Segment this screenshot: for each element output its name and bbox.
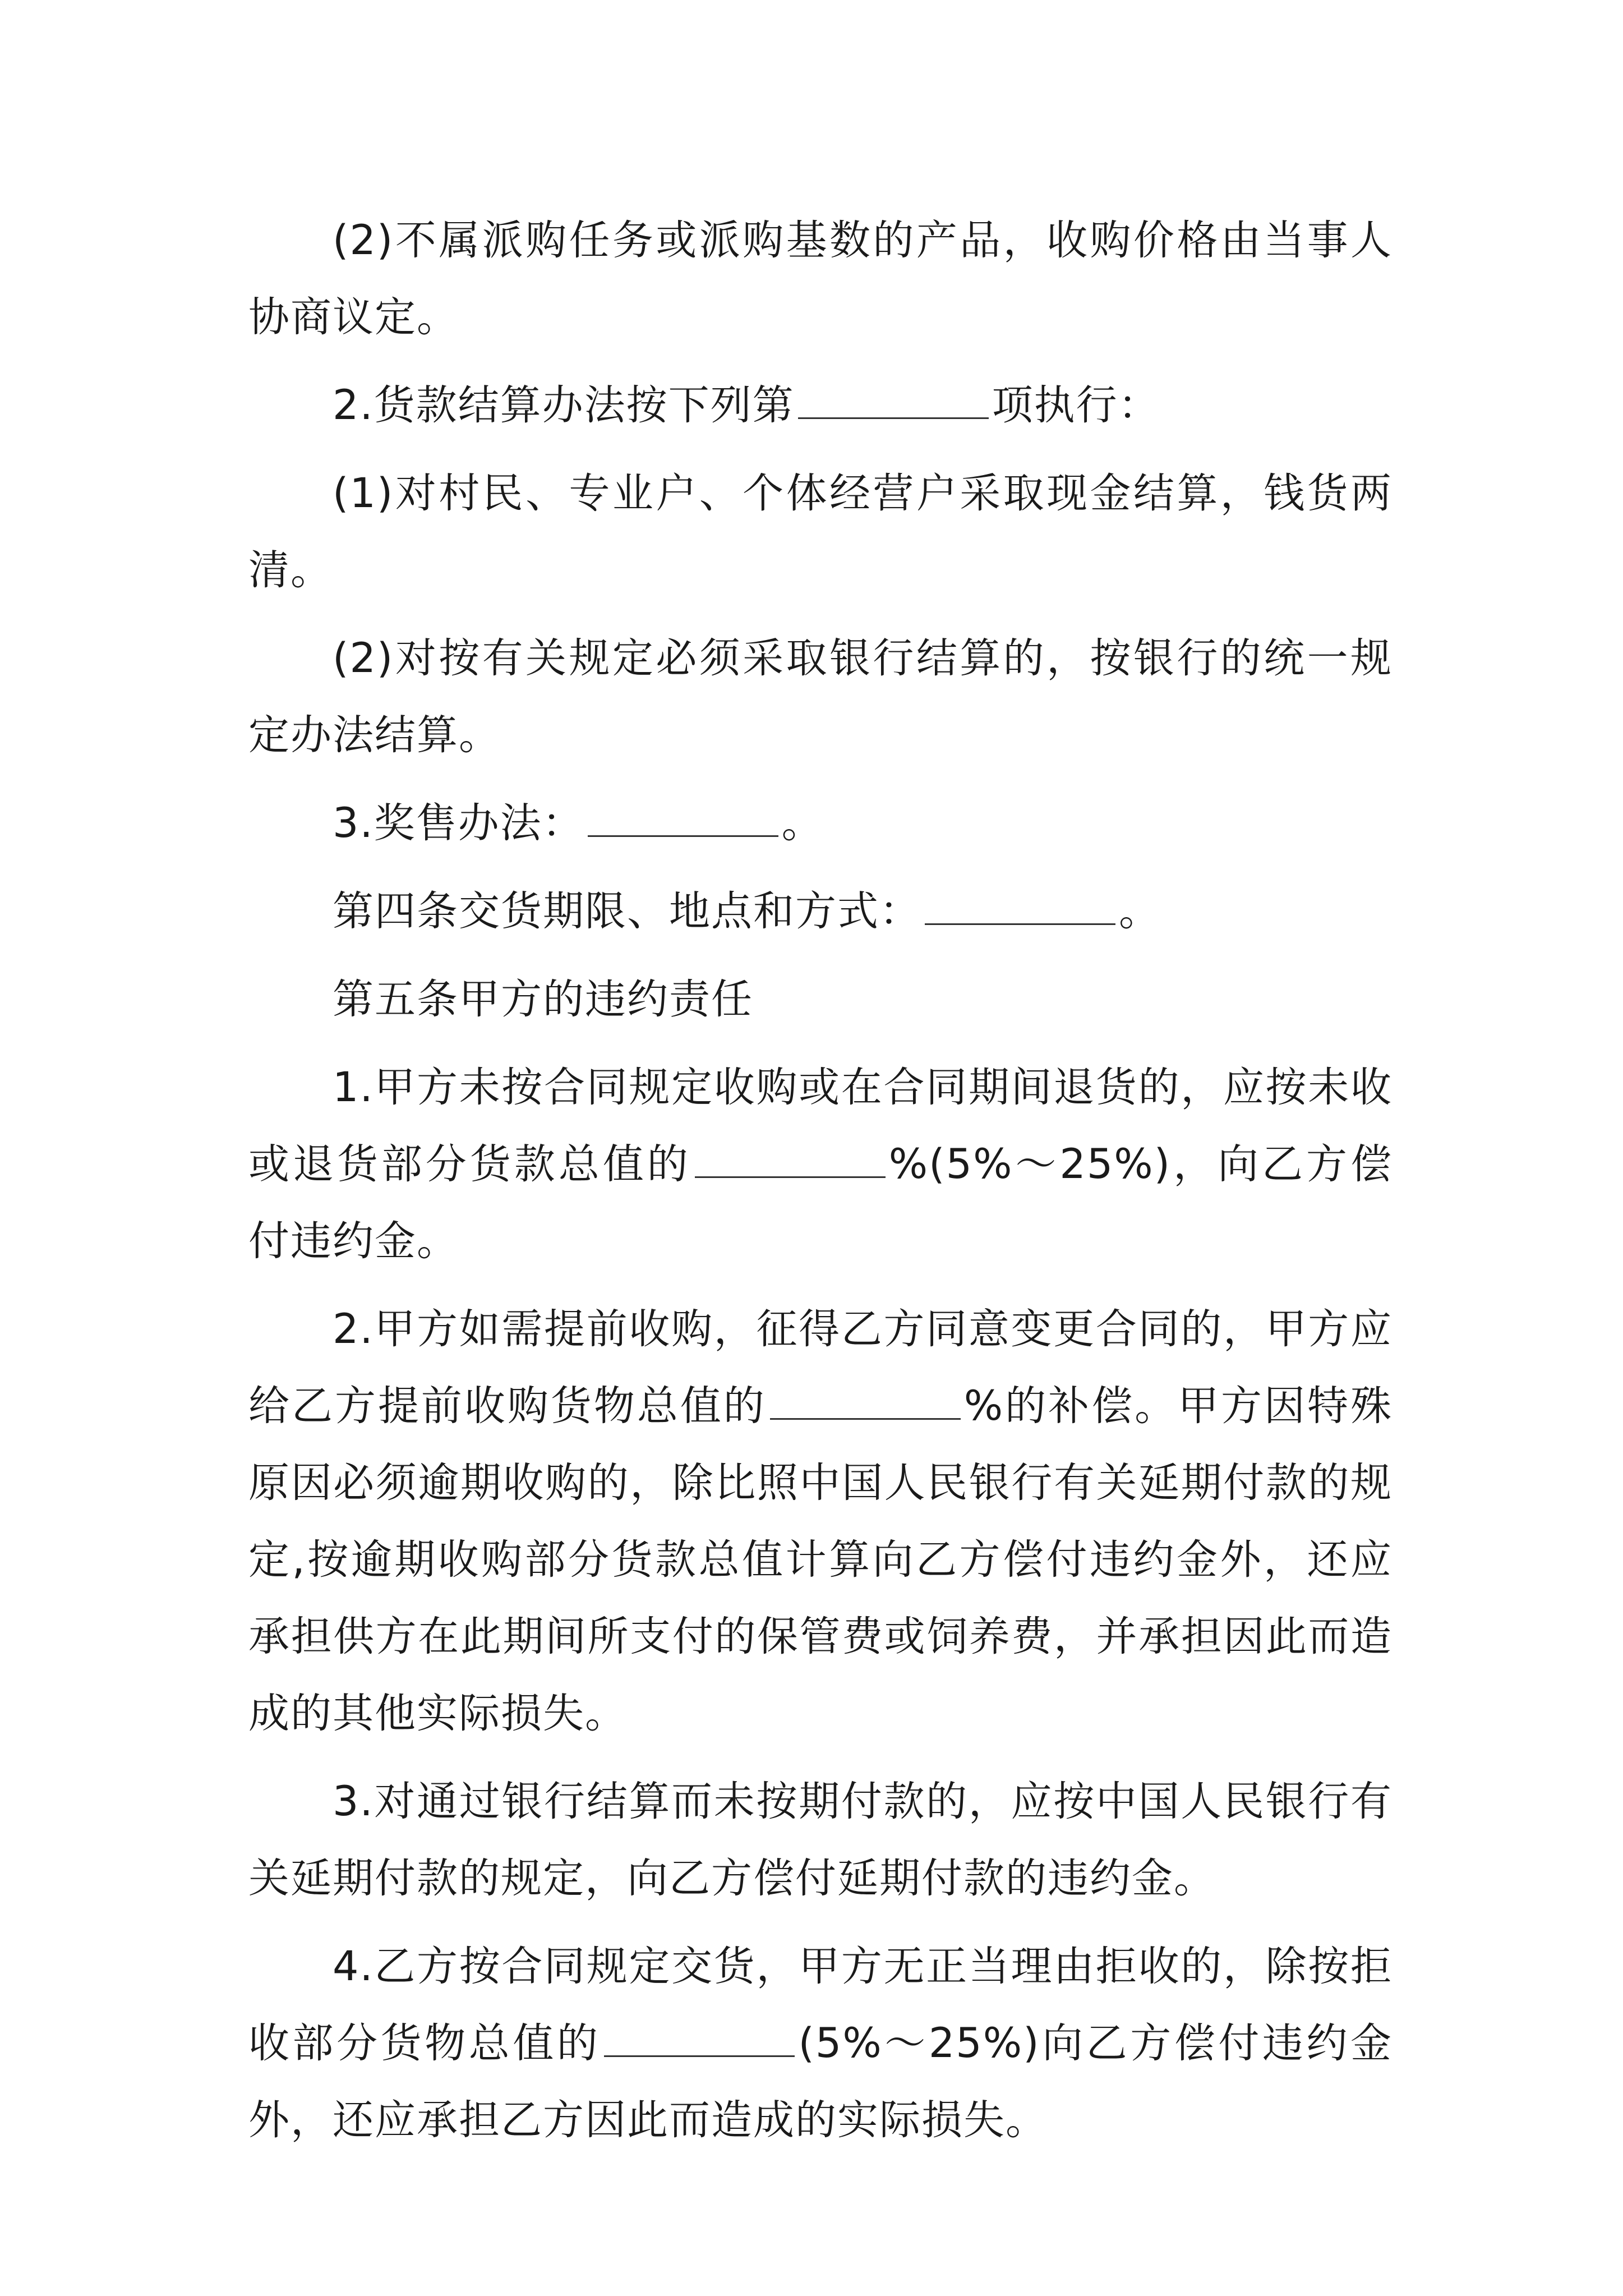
paragraph-text: 第四条交货期限、地点和方式： (333, 887, 921, 935)
document-page (248, 202, 1393, 2170)
fill-in-blank[interactable] (588, 790, 778, 837)
paragraph-refusal (248, 1928, 1393, 2159)
fill-in-blank[interactable] (770, 1373, 961, 1420)
fill-in-blank[interactable] (798, 372, 989, 419)
paragraph-text: 。 (1119, 887, 1161, 935)
paragraph-text: (1)对村民、专业户、个体经营户采取现金结算，钱货两清。 (248, 470, 1393, 594)
paragraph-price-negotiation (248, 202, 1393, 356)
paragraph-incentive-sales (248, 785, 1393, 862)
paragraph-breach-return (248, 1049, 1393, 1280)
fill-in-blank[interactable] (925, 878, 1115, 925)
paragraph-text: %(5%～25%)，向乙方偿付违约金。 (248, 1140, 1393, 1265)
paragraph-settlement-method (248, 367, 1393, 444)
paragraph-bank-settlement (248, 620, 1393, 774)
paragraph-article-five-heading (248, 961, 1393, 1038)
fill-in-blank[interactable] (604, 2010, 795, 2057)
paragraph-text: 4.乙方按合同规定交货，甲方无正当理由拒收的，除按拒收部分货物总值的 (248, 1943, 1393, 2067)
paragraph-text: %的补偿。甲方因特殊原因必须逾期收购的，除比照中国人民银行有关延期付款的规定,按逾期收购部分货款总值计算向乙方偿付违约金外，还应承担供方在此期间所支付的保管费或饲养费，并承担因此而造成的其他实际损失。 (248, 1382, 1393, 1737)
paragraph-text: 3.对通过银行结算而未按期付款的，应按中国人民银行有关延期付款的规定，向乙方偿付延期付款的违约金。 (248, 1778, 1393, 1902)
fill-in-blank[interactable] (695, 1131, 886, 1178)
paragraph-text: (2)对按有关规定必须采取银行结算的，按银行的统一规定办法结算。 (248, 634, 1393, 759)
paragraph-cash-settlement (248, 455, 1393, 609)
paragraph-late-payment (248, 1763, 1393, 1917)
paragraph-text: 。 (781, 799, 824, 847)
paragraph-text: 1.甲方未按合同规定收购或在合同期间退货的，应按未收或退货部分货款总值的 (248, 1064, 1393, 1188)
paragraph-text: 2.货款结算办法按下列第 (333, 381, 795, 429)
paragraph-text: 第五条甲方的违约责任 (333, 976, 753, 1023)
paragraph-early-purchase (248, 1291, 1393, 1752)
paragraph-article-four (248, 873, 1393, 950)
paragraph-text: (2)不属派购任务或派购基数的产品，收购价格由当事人协商议定。 (248, 217, 1393, 341)
paragraph-text: (5%～25%)向乙方偿付违约金外，还应承担乙方因此而造成的实际损失。 (248, 2019, 1393, 2144)
paragraph-text: 项执行： (992, 381, 1160, 429)
paragraph-text: 3.奖售办法： (333, 799, 584, 847)
paragraph-text: 2.甲方如需提前收购，征得乙方同意变更合同的，甲方应给乙方提前收购货物总值的 (248, 1305, 1393, 1430)
